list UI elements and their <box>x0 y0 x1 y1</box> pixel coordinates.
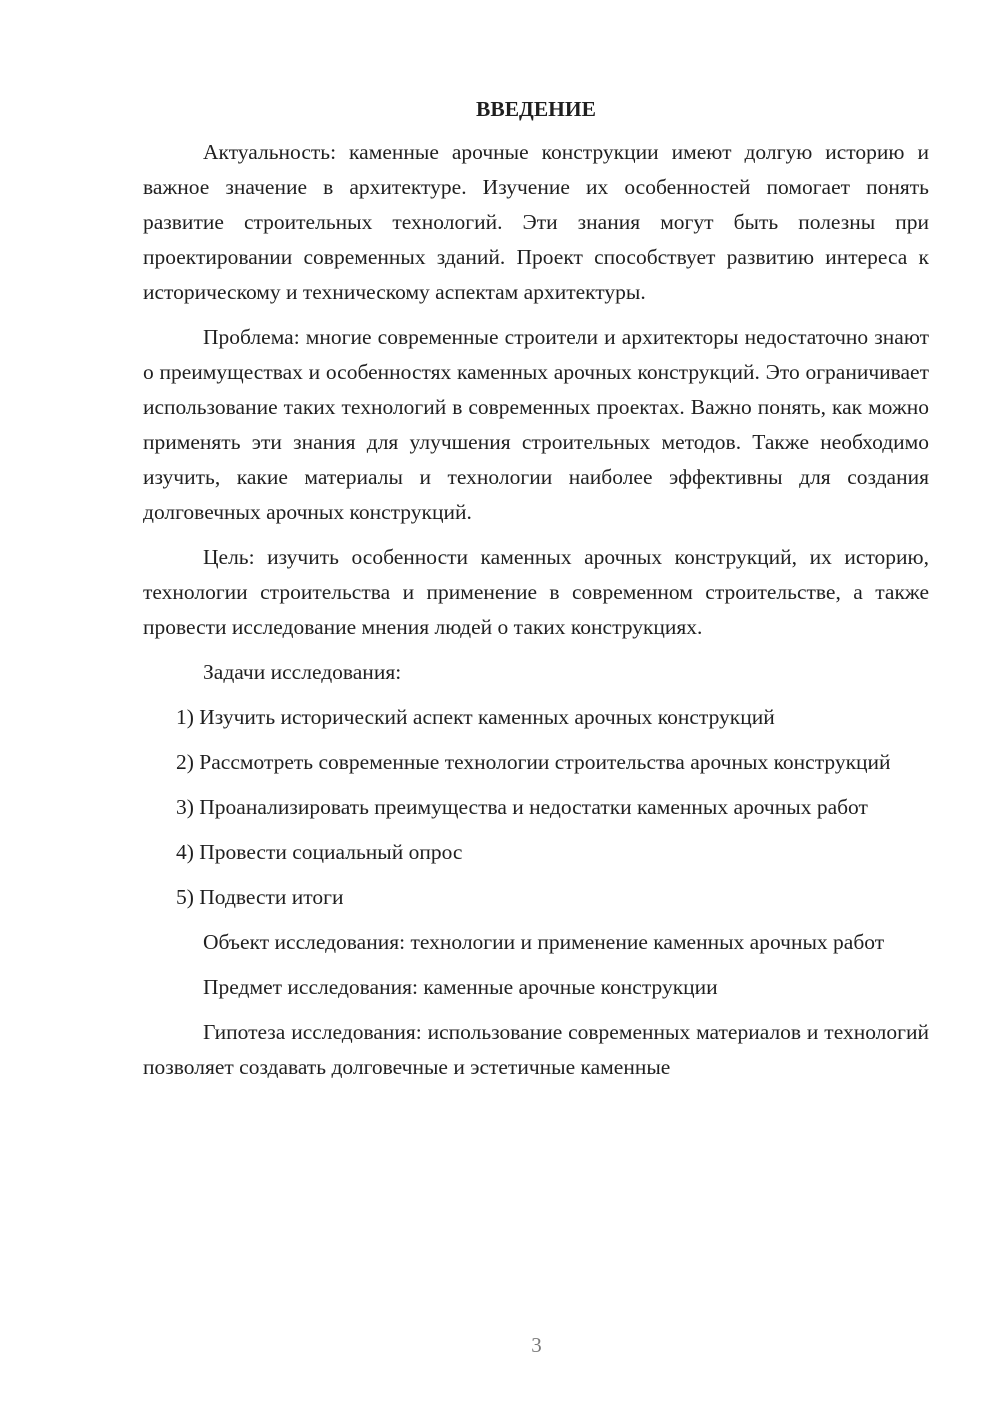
page-content <box>143 92 929 1095</box>
page-number: 3 <box>531 1333 542 1357</box>
object-paragraph: Объект исследования: технологии и применение каменных арочных работ <box>203 930 885 954</box>
hypothesis-paragraph: Гипотеза исследования: использование современных материалов и технологий позволяет создавать долговечные и эстетичные каменные <box>143 1020 929 1079</box>
subject-paragraph: Предмет исследования: каменные арочные конструкции <box>203 975 718 999</box>
task-item-3: 3) Проанализировать преимущества и недостатки каменных арочных работ <box>176 795 868 819</box>
problem-paragraph: Проблема: многие современные строители и архитекторы недостаточно знают о преимуществах и особенностях каменных арочных конструкций. Это ограничивает использование таких технологий в современных проектах. Важно понять, как можно применять эти знания для улучшения строительных методов. Также необходимо изучить, какие материалы и технологии наиболее эффективны для создания долговечных арочных конструкций. <box>143 325 929 524</box>
page-title: ВВЕДЕНИЕ <box>476 97 596 121</box>
tasks-heading: Задачи исследования: <box>203 660 402 684</box>
task-item-2: 2) Рассмотреть современные технологии строительства арочных конструкций <box>176 750 891 774</box>
relevance-paragraph: Актуальность: каменные арочные конструкции имеют долгую историю и важное значение в архитектуре. Изучение их особенностей помогает понять развитие строительных технологий. Эти знания могут быть полезны при проектировании современных зданий. Проект способствует развитию интереса к историческому и техническому аспектам архитектуры. <box>143 140 929 304</box>
task-item-5: 5) Подвести итоги <box>176 885 344 909</box>
task-item-4: 4) Провести социальный опрос <box>176 840 463 864</box>
goal-paragraph: Цель: изучить особенности каменных арочных конструкций, их историю, технологии строительства и применение в современном строительстве, а также провести исследование мнения людей о таких конструкциях. <box>143 545 929 639</box>
task-item-1: 1) Изучить исторический аспект каменных арочных конструкций <box>176 705 775 729</box>
tasks-list <box>143 700 929 915</box>
